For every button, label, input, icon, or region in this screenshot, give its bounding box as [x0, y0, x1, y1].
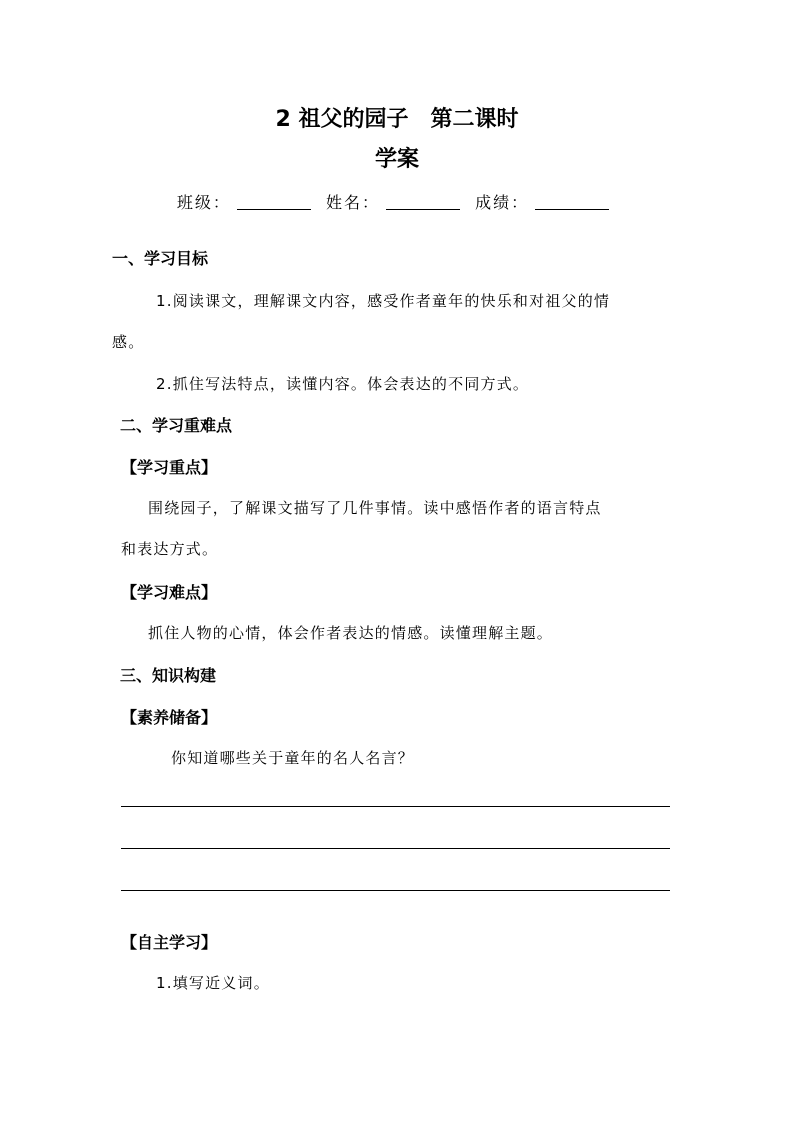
difficulties-text: 抓住人物的心情，体会作者表达的情感。读懂理解主题。 — [148, 624, 554, 642]
preparation-label: 【素养储备】 — [121, 708, 218, 727]
difficulties-label: 【学习难点】 — [121, 583, 218, 602]
answer-line-2[interactable] — [121, 848, 670, 849]
key-points-line-1: 围绕园子，了解课文描写了几件事情。读中感悟作者的语言特点 — [148, 499, 602, 517]
objective-1-line-1: 1.阅读课文，理解课文内容，感受作者童年的快乐和对祖父的情 — [156, 292, 611, 310]
preparation-question: 你知道哪些关于童年的名人名言？ — [171, 749, 415, 767]
self-study-item-1: 1.填写近义词。 — [156, 974, 270, 992]
section-1-heading: 一、学习目标 — [112, 249, 209, 268]
class-label: 班级： — [176, 193, 231, 212]
score-blank[interactable] — [535, 193, 609, 210]
objective-1-line-2: 感。 — [112, 333, 145, 351]
answer-line-3[interactable] — [121, 890, 670, 891]
score-label: 成绩： — [475, 193, 530, 212]
key-points-line-2: 和表达方式。 — [121, 540, 219, 558]
name-label: 姓名： — [325, 193, 380, 212]
page-subtitle: 学案 — [374, 147, 419, 172]
section-3-heading: 三、知识构建 — [120, 666, 217, 685]
class-blank[interactable] — [237, 193, 311, 210]
page-title: 2 祖父的园子 第二课时 — [275, 107, 519, 132]
name-blank[interactable] — [386, 193, 460, 210]
self-study-label: 【自主学习】 — [121, 933, 218, 952]
answer-line-1[interactable] — [121, 806, 670, 807]
objective-2: 2.抓住写法特点，读懂内容。体会表达的不同方式。 — [156, 375, 530, 393]
section-2-heading: 二、学习重难点 — [120, 416, 233, 435]
student-info-line — [0, 190, 794, 213]
key-points-label: 【学习重点】 — [121, 458, 218, 477]
